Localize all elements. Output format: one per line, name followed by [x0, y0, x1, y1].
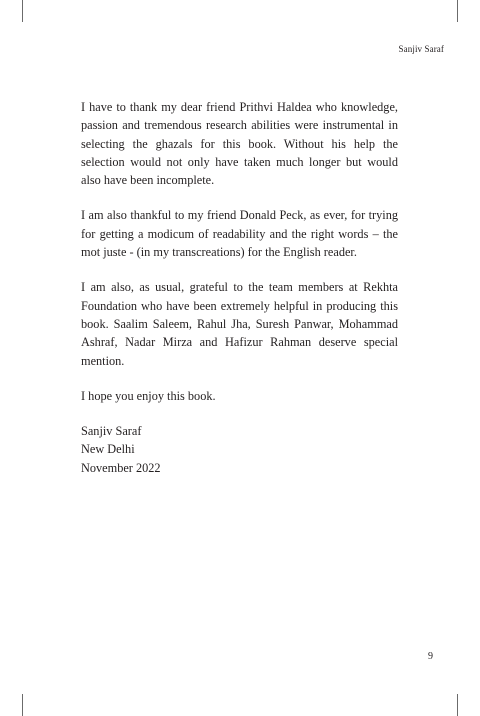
- signature-place: New Delhi: [81, 442, 135, 457]
- paragraph-acknowledgement-haldea: I have to thank my dear friend Prithvi Haldea who knowledge, passion and tremendous research abilities were instrumental in selecting the ghazals for this book. Without his help the selection would not only have taken much longer but would also have been incomplete.: [81, 100, 398, 188]
- paragraph-closing: I hope you enjoy this book.: [81, 388, 216, 403]
- paragraph-acknowledgement-rekhta: I am also, as usual, grateful to the team members at Rekhta Foundation who have been extremely helpful in producing this book. Saalim Saleem, Rahul Jha, Suresh Panwar, Mohammad Ashraf, Nadar Mirza and Hafizur Rahman deserve special mention.: [81, 280, 398, 368]
- signature-name: Sanjiv Saraf: [81, 424, 142, 439]
- page-number: 9: [428, 651, 433, 662]
- paragraph-acknowledgement-peck: I am also thankful to my friend Donald Peck, as ever, for trying for getting a modicum of readability and the right words – the mot juste - (in my transcreations) for the English reader.: [81, 208, 398, 260]
- crop-mark-top-left: [22, 0, 23, 22]
- running-head: Sanjiv Saraf: [398, 44, 444, 54]
- signature-date: November 2022: [81, 460, 161, 475]
- main-text: [81, 98, 398, 477]
- crop-mark-top-right: [457, 0, 458, 22]
- crop-mark-bottom-right: [457, 694, 458, 716]
- crop-mark-bottom-left: [22, 694, 23, 716]
- signature-block: [81, 422, 398, 477]
